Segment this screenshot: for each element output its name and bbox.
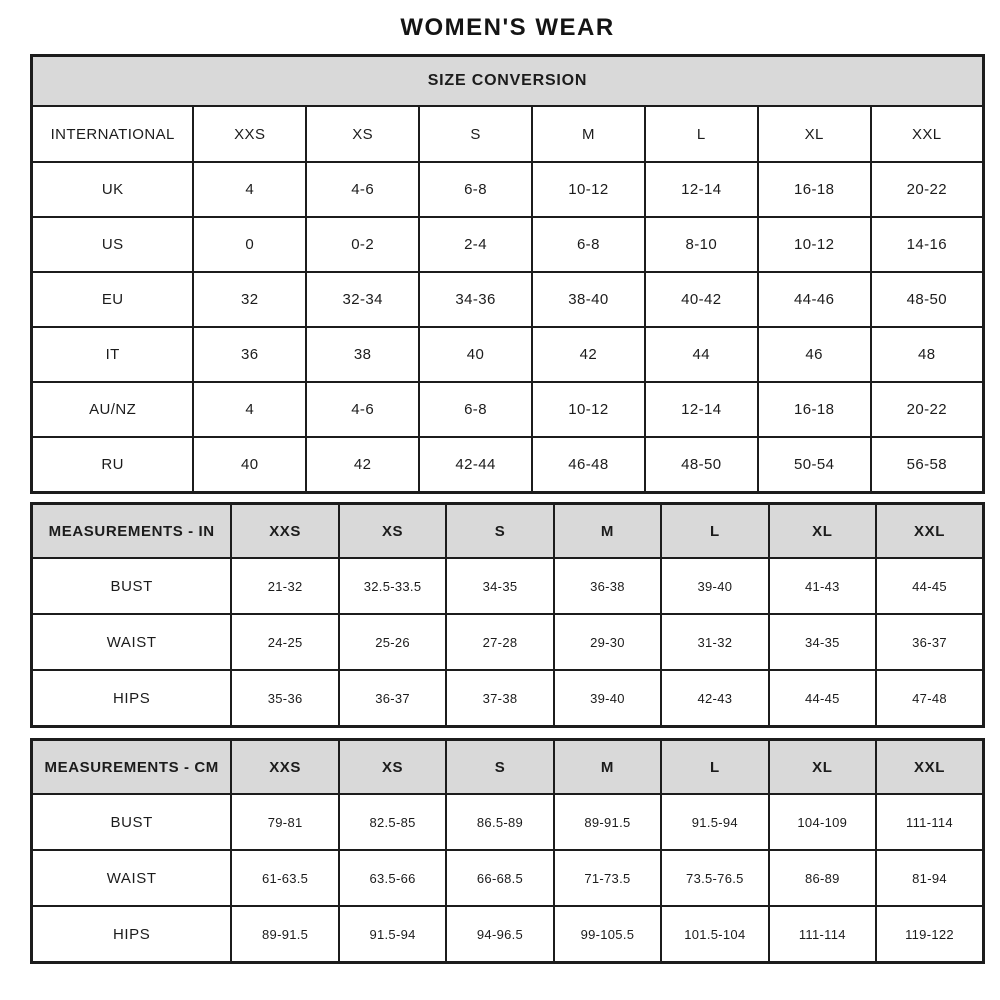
page-title: WOMEN'S WEAR	[400, 14, 615, 41]
measurements-header-size: XXS	[231, 740, 338, 795]
conversion-value: 16-18	[758, 162, 871, 217]
measurement-value: 42-43	[661, 670, 768, 727]
conversion-header-size: XXS	[193, 106, 306, 162]
conversion-row-label: UK	[32, 162, 194, 217]
conversion-header-system: INTERNATIONAL	[32, 106, 194, 162]
conversion-header-size: XL	[758, 106, 871, 162]
measurement-value: 39-40	[554, 670, 661, 727]
measurement-value: 44-45	[876, 558, 983, 614]
measurements-header-size: XXL	[876, 740, 983, 795]
measurement-value: 86.5-89	[446, 794, 553, 850]
conversion-value: 12-14	[645, 382, 758, 437]
conversion-value: 16-18	[758, 382, 871, 437]
measurement-value: 36-38	[554, 558, 661, 614]
measurement-value: 34-35	[446, 558, 553, 614]
measurements-row	[32, 850, 984, 906]
conversion-value: 40	[419, 327, 532, 382]
conversion-value: 40	[193, 437, 306, 493]
measurements-header-size: XS	[339, 504, 446, 559]
measurements-row	[32, 614, 984, 670]
size-conversion-table	[30, 54, 985, 494]
measurements-header-size: M	[554, 504, 661, 559]
conversion-value: 0	[193, 217, 306, 272]
size-conversion-banner: SIZE CONVERSION	[32, 56, 984, 107]
measurement-value: 37-38	[446, 670, 553, 727]
measurement-value: 71-73.5	[554, 850, 661, 906]
measurement-value: 101.5-104	[661, 906, 768, 963]
measurement-value: 99-105.5	[554, 906, 661, 963]
measurements-row-label: HIPS	[32, 906, 232, 963]
conversion-value: 36	[193, 327, 306, 382]
measurements-header-size: S	[446, 504, 553, 559]
measurements-row	[32, 794, 984, 850]
conversion-header-size: L	[645, 106, 758, 162]
conversion-value: 2-4	[419, 217, 532, 272]
measurements-header-size: XL	[769, 740, 876, 795]
measurement-value: 81-94	[876, 850, 983, 906]
measurements-cm-table	[30, 738, 985, 964]
measurements-header-size: XXL	[876, 504, 983, 559]
measurement-value: 24-25	[231, 614, 338, 670]
measurement-value: 39-40	[661, 558, 768, 614]
measurements-row-label: HIPS	[32, 670, 232, 727]
measurement-value: 21-32	[231, 558, 338, 614]
conversion-value: 8-10	[645, 217, 758, 272]
measurement-value: 119-122	[876, 906, 983, 963]
conversion-value: 6-8	[532, 217, 645, 272]
conversion-row	[32, 272, 984, 327]
conversion-value: 46	[758, 327, 871, 382]
conversion-value: 34-36	[419, 272, 532, 327]
measurements-header-size: S	[446, 740, 553, 795]
conversion-row	[32, 437, 984, 493]
measurement-value: 61-63.5	[231, 850, 338, 906]
measurements-header-size: XS	[339, 740, 446, 795]
conversion-value: 38	[306, 327, 419, 382]
conversion-row-label: US	[32, 217, 194, 272]
conversion-header-size: S	[419, 106, 532, 162]
measurement-value: 36-37	[339, 670, 446, 727]
conversion-value: 0-2	[306, 217, 419, 272]
conversion-value: 6-8	[419, 382, 532, 437]
conversion-value: 48-50	[645, 437, 758, 493]
conversion-header-size: M	[532, 106, 645, 162]
measurement-value: 73.5-76.5	[661, 850, 768, 906]
conversion-value: 12-14	[645, 162, 758, 217]
conversion-value: 4	[193, 382, 306, 437]
conversion-value: 10-12	[532, 162, 645, 217]
conversion-value: 10-12	[532, 382, 645, 437]
measurements-row-label: WAIST	[32, 614, 232, 670]
conversion-value: 48-50	[871, 272, 984, 327]
conversion-value: 42	[306, 437, 419, 493]
measurements-row-label: WAIST	[32, 850, 232, 906]
measurements-cm-title: MEASUREMENTS - CM	[32, 740, 232, 795]
measurements-header-size: M	[554, 740, 661, 795]
measurements-header-size: L	[661, 740, 768, 795]
conversion-value: 56-58	[871, 437, 984, 493]
measurement-value: 32.5-33.5	[339, 558, 446, 614]
conversion-value: 46-48	[532, 437, 645, 493]
measurement-value: 25-26	[339, 614, 446, 670]
conversion-value: 42-44	[419, 437, 532, 493]
measurement-value: 34-35	[769, 614, 876, 670]
conversion-value: 4-6	[306, 162, 419, 217]
conversion-value: 50-54	[758, 437, 871, 493]
conversion-value: 48	[871, 327, 984, 382]
conversion-row	[32, 162, 984, 217]
conversion-value: 10-12	[758, 217, 871, 272]
measurement-value: 35-36	[231, 670, 338, 727]
conversion-value: 20-22	[871, 382, 984, 437]
measurements-row-label: BUST	[32, 794, 232, 850]
measurement-value: 111-114	[876, 794, 983, 850]
measurement-value: 82.5-85	[339, 794, 446, 850]
measurements-header-size: L	[661, 504, 768, 559]
measurement-value: 47-48	[876, 670, 983, 727]
conversion-value: 44-46	[758, 272, 871, 327]
conversion-header-size: XXL	[871, 106, 984, 162]
measurements-in-table	[30, 502, 985, 728]
conversion-value: 32-34	[306, 272, 419, 327]
conversion-row-label: RU	[32, 437, 194, 493]
measurements-in-title: MEASUREMENTS - IN	[32, 504, 232, 559]
conversion-header-size: XS	[306, 106, 419, 162]
measurements-row-label: BUST	[32, 558, 232, 614]
conversion-value: 6-8	[419, 162, 532, 217]
conversion-value: 20-22	[871, 162, 984, 217]
conversion-row-label: IT	[32, 327, 194, 382]
measurement-value: 89-91.5	[231, 906, 338, 963]
measurement-value: 63.5-66	[339, 850, 446, 906]
measurements-row	[32, 906, 984, 963]
conversion-row-label: AU/NZ	[32, 382, 194, 437]
conversion-row-label: EU	[32, 272, 194, 327]
conversion-value: 14-16	[871, 217, 984, 272]
measurement-value: 27-28	[446, 614, 553, 670]
measurement-value: 79-81	[231, 794, 338, 850]
measurement-value: 86-89	[769, 850, 876, 906]
conversion-value: 44	[645, 327, 758, 382]
measurement-value: 91.5-94	[339, 906, 446, 963]
conversion-value: 32	[193, 272, 306, 327]
measurement-value: 111-114	[769, 906, 876, 963]
measurement-value: 91.5-94	[661, 794, 768, 850]
conversion-value: 38-40	[532, 272, 645, 327]
conversion-value: 42	[532, 327, 645, 382]
measurements-header-size: XXS	[231, 504, 338, 559]
conversion-value: 4	[193, 162, 306, 217]
measurement-value: 29-30	[554, 614, 661, 670]
measurements-row	[32, 558, 984, 614]
measurement-value: 36-37	[876, 614, 983, 670]
measurement-value: 44-45	[769, 670, 876, 727]
measurement-value: 94-96.5	[446, 906, 553, 963]
conversion-value: 4-6	[306, 382, 419, 437]
measurement-value: 89-91.5	[554, 794, 661, 850]
conversion-row	[32, 382, 984, 437]
measurement-value: 66-68.5	[446, 850, 553, 906]
conversion-row	[32, 217, 984, 272]
measurement-value: 104-109	[769, 794, 876, 850]
conversion-row	[32, 327, 984, 382]
measurement-value: 31-32	[661, 614, 768, 670]
measurements-header-size: XL	[769, 504, 876, 559]
measurements-row	[32, 670, 984, 727]
conversion-value: 40-42	[645, 272, 758, 327]
measurement-value: 41-43	[769, 558, 876, 614]
